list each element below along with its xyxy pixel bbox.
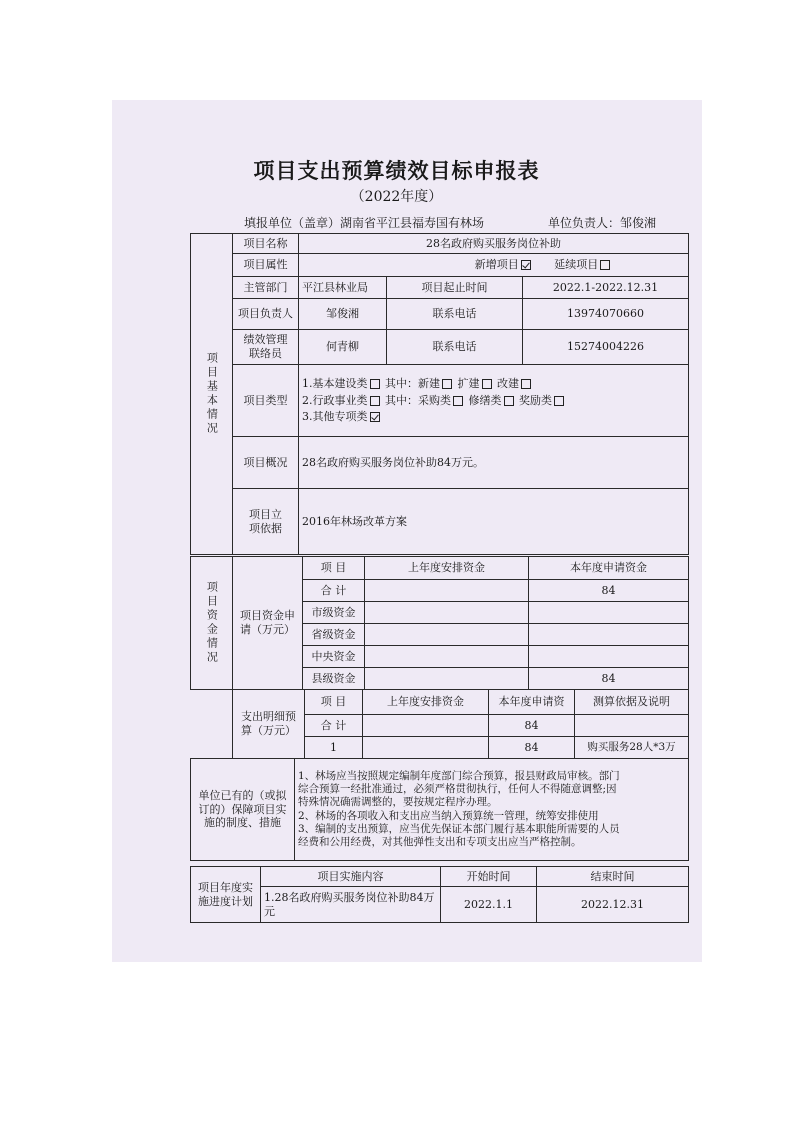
unit-leader: 单位负责人：邹俊湘 — [548, 216, 657, 230]
fund-row-name: 县级资金 — [303, 668, 365, 690]
plan-table — [190, 866, 689, 923]
fund-row-last — [365, 602, 529, 624]
contact-phone: 15274004226 — [523, 330, 689, 365]
type-purchase-checkbox[interactable] — [453, 396, 463, 406]
attr-new-checkbox[interactable] — [521, 260, 531, 270]
basis-label: 项目立项依据 — [233, 489, 299, 555]
plan-col-start: 开始时间 — [441, 867, 537, 887]
type-capital-checkbox[interactable] — [370, 379, 380, 389]
fund-row-this — [529, 646, 689, 668]
attr-value — [299, 254, 689, 277]
basis-value: 2016年林场改革方案 — [299, 489, 689, 555]
detail-col-last: 上年度安排资金 — [363, 690, 489, 715]
type-rebuild-checkbox[interactable] — [521, 379, 531, 389]
type-expand-checkbox[interactable] — [482, 379, 492, 389]
attr-label: 项目属性 — [233, 254, 299, 277]
fund-row-last — [365, 668, 529, 690]
detail-row-this: 84 — [489, 737, 575, 759]
contact-phone-label: 联系电话 — [387, 330, 523, 365]
plan-label: 项目年度实施进度计划 — [191, 867, 261, 923]
system-line: 特殊情况确需调整的，要按规定程序办理。 — [298, 796, 498, 809]
basic-section-label: 项目基本情况 — [191, 234, 233, 555]
fund-row-last — [365, 624, 529, 646]
plan-col-content: 项目实施内容 — [261, 867, 441, 887]
detail-col-item: 项 目 — [305, 690, 363, 715]
system-line: 经费和公用经费，对其他弹性支出和专项支出应当严格控制。 — [298, 835, 582, 848]
fund-row-this: 84 — [529, 668, 689, 690]
detail-col-this: 本年度申请资 — [489, 690, 575, 715]
attr-cont: 延续项目 — [554, 258, 599, 272]
detail-row-basis: 购买服务28人*3万 — [575, 737, 689, 759]
fund-row-name: 市级资金 — [303, 602, 365, 624]
basic-info-table — [190, 233, 689, 555]
period-label: 项目起止时间 — [387, 277, 523, 299]
type-expand: 扩建 — [457, 376, 480, 390]
attr-new: 新增项目 — [474, 258, 519, 272]
detail-row-last — [363, 715, 489, 737]
system-line: 3、编制的支出预算，应当优先保证本部门履行基本职能所需要的人员 — [298, 822, 620, 835]
type-label: 项目类型 — [233, 365, 299, 437]
filling-unit: 填报单位（盖章）湖南省平江县福寿国有林场 — [244, 216, 485, 230]
plan-start: 2022.1.1 — [441, 887, 537, 923]
fund-row-this: 84 — [529, 580, 689, 602]
type-repair-checkbox[interactable] — [504, 396, 514, 406]
type-new-checkbox[interactable] — [442, 379, 452, 389]
type-purchase: 其中：采购类 — [385, 393, 451, 407]
type-rebuild: 改建 — [497, 376, 519, 390]
detail-row-last — [363, 737, 489, 759]
fund-table — [190, 556, 689, 690]
detail-row-name: 合 计 — [305, 715, 363, 737]
system-line: 1、林场应当按照规定编制年度部门综合预算，报县财政局审核。部门 — [298, 770, 620, 783]
type-other: 3.其他专项类 — [302, 410, 368, 424]
fund-col-this: 本年度申请资金 — [529, 557, 689, 580]
type-admin-checkbox[interactable] — [370, 396, 380, 406]
system-label: 单位已有的（或拟订的）保障项目实施的制度、措施 — [191, 759, 295, 861]
fund-row-last — [365, 646, 529, 668]
name-value: 28名政府购买服务岗位补助 — [299, 234, 689, 254]
type-admin: 2.行政事业类 — [302, 393, 368, 407]
detail-budget-table — [232, 689, 689, 759]
form-title: 项目支出预算绩效目标申报表 — [253, 159, 540, 183]
system-text — [295, 759, 689, 861]
fund-col-last: 上年度安排资金 — [365, 557, 529, 580]
fund-row-last — [365, 580, 529, 602]
dept-label: 主管部门 — [233, 277, 299, 299]
detail-col-basis: 测算依据及说明 — [575, 690, 689, 715]
contact-label: 绩效管理联络员 — [233, 330, 299, 365]
fund-col-item: 项 目 — [303, 557, 365, 580]
type-new: 其中：新建 — [385, 376, 440, 390]
fund-section-label: 项目资金情况 — [191, 557, 233, 690]
system-line: 综合预算一经批准通过，必须严格贯彻执行，任何人不得随意调整;因 — [298, 783, 617, 796]
owner-label: 项目负责人 — [233, 299, 299, 330]
detail-row-this: 84 — [489, 715, 575, 737]
detail-row-name: 1 — [305, 737, 363, 759]
form-year: （2022年度） — [350, 189, 443, 205]
fund-row-name: 合 计 — [303, 580, 365, 602]
system-line: 2、林场的各项收入和支出应当纳入预算统一管理，统筹安排使用 — [298, 809, 599, 822]
contact-value: 何青柳 — [299, 330, 387, 365]
fund-row-this — [529, 624, 689, 646]
fund-row-name: 中央资金 — [303, 646, 365, 668]
owner-phone-label: 联系电话 — [387, 299, 523, 330]
apply-label: 项目资金申请（万元） — [233, 557, 303, 690]
period-value: 2022.1-2022.12.31 — [523, 277, 689, 299]
plan-end: 2022.12.31 — [537, 887, 689, 923]
owner-value: 邹俊湘 — [299, 299, 387, 330]
system-table — [190, 758, 689, 861]
type-reward-checkbox[interactable] — [554, 396, 564, 406]
plan-content: 1.28名政府购买服务岗位补助84万元 — [261, 887, 441, 923]
overview-label: 项目概况 — [233, 437, 299, 489]
type-repair: 修缮类 — [468, 393, 502, 407]
type-options — [299, 365, 689, 437]
fund-row-this — [529, 602, 689, 624]
type-other-checkbox[interactable] — [370, 412, 380, 422]
dept-value: 平江县林业局 — [299, 277, 387, 299]
plan-col-end: 结束时间 — [537, 867, 689, 887]
fund-row-name: 省级资金 — [303, 624, 365, 646]
detail-row-basis — [575, 715, 689, 737]
type-capital: 1.基本建设类 — [302, 376, 368, 390]
name-label: 项目名称 — [233, 234, 299, 254]
type-reward: 奖励类 — [519, 393, 552, 407]
owner-phone: 13974070660 — [523, 299, 689, 330]
detail-label: 支出明细预算（万元） — [233, 690, 305, 759]
overview-value: 28名政府购买服务岗位补助84万元。 — [299, 437, 689, 489]
attr-cont-checkbox[interactable] — [600, 260, 610, 270]
